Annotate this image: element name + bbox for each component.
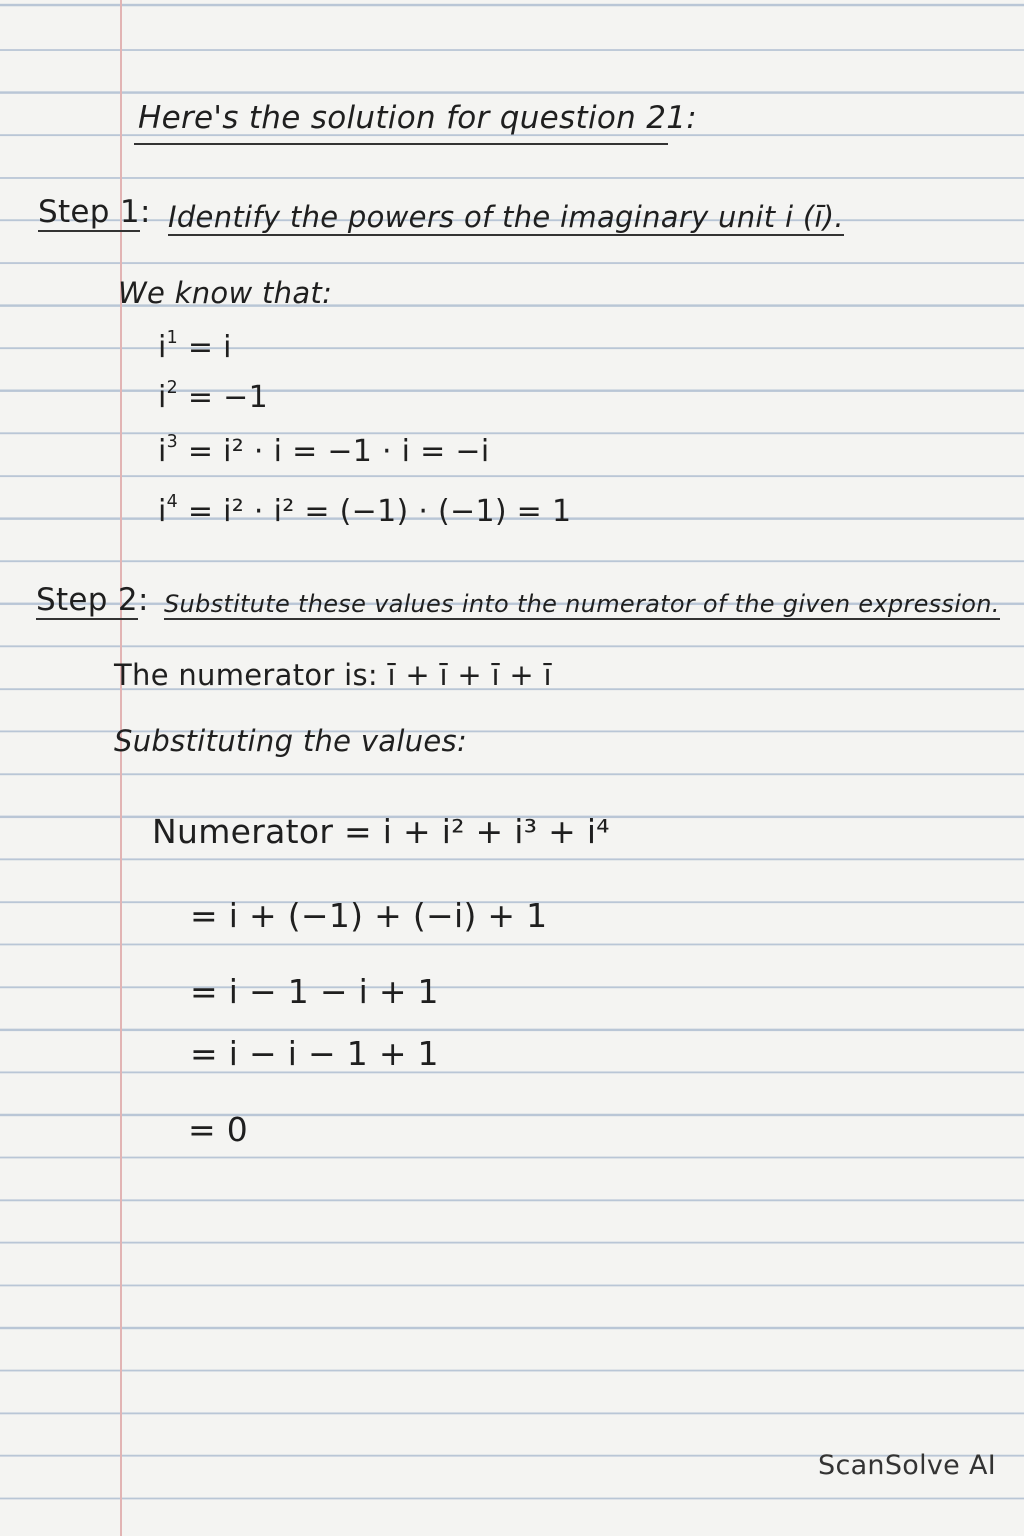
work-line-3: = i − 1 − i + 1 <box>190 972 439 1011</box>
power-base: i <box>158 330 167 365</box>
power-base: i <box>158 380 167 415</box>
step1-label: Step 1 <box>38 194 140 230</box>
power-base: i <box>158 434 167 469</box>
footer-brand: ScanSolve AI <box>818 1450 997 1481</box>
work-line-5: = 0 <box>188 1110 249 1149</box>
substituting-label: Substituting the values: <box>114 724 468 758</box>
power-base: i <box>158 494 167 529</box>
step2-label-wrap <box>36 582 149 618</box>
work-line-4: = i − i − 1 + 1 <box>190 1034 439 1073</box>
power-exp: 4 <box>166 492 179 513</box>
step2-label: Step 2 <box>36 582 138 618</box>
power-line-4 <box>158 494 571 529</box>
title-underline <box>134 143 668 145</box>
step2-heading: Substitute these values into the numerator of the given expression. <box>164 590 1000 618</box>
step1-heading: Identify the powers of the imaginary unit i (ī). <box>168 200 844 234</box>
numerator-expression: ī + ī + ī + ī <box>387 658 552 692</box>
step1-colon: : <box>139 194 151 230</box>
numerator-line <box>114 658 552 692</box>
power-line-2 <box>158 380 268 415</box>
page-title: Here's the solution for question 21: <box>138 100 698 136</box>
power-exp: 1 <box>166 328 179 349</box>
power-exp: 2 <box>166 378 179 399</box>
work-line-2: = i + (−1) + (−i) + 1 <box>190 896 548 935</box>
power-rhs: = −1 <box>187 380 268 415</box>
power-line-1 <box>158 330 232 365</box>
power-rhs: = i <box>187 330 232 365</box>
power-line-3 <box>158 434 490 469</box>
power-rhs: = i² · i² = (−1) · (−1) = 1 <box>187 494 572 529</box>
step1-intro: We know that: <box>118 276 333 310</box>
step1-label-wrap <box>38 194 151 230</box>
step2-colon: : <box>137 582 149 618</box>
power-rhs: = i² · i = −1 · i = −i <box>187 434 490 469</box>
power-exp: 3 <box>166 432 179 453</box>
work-line-1: Numerator = i + i² + i³ + i⁴ <box>152 812 610 851</box>
numerator-label: The numerator is: <box>114 658 378 692</box>
